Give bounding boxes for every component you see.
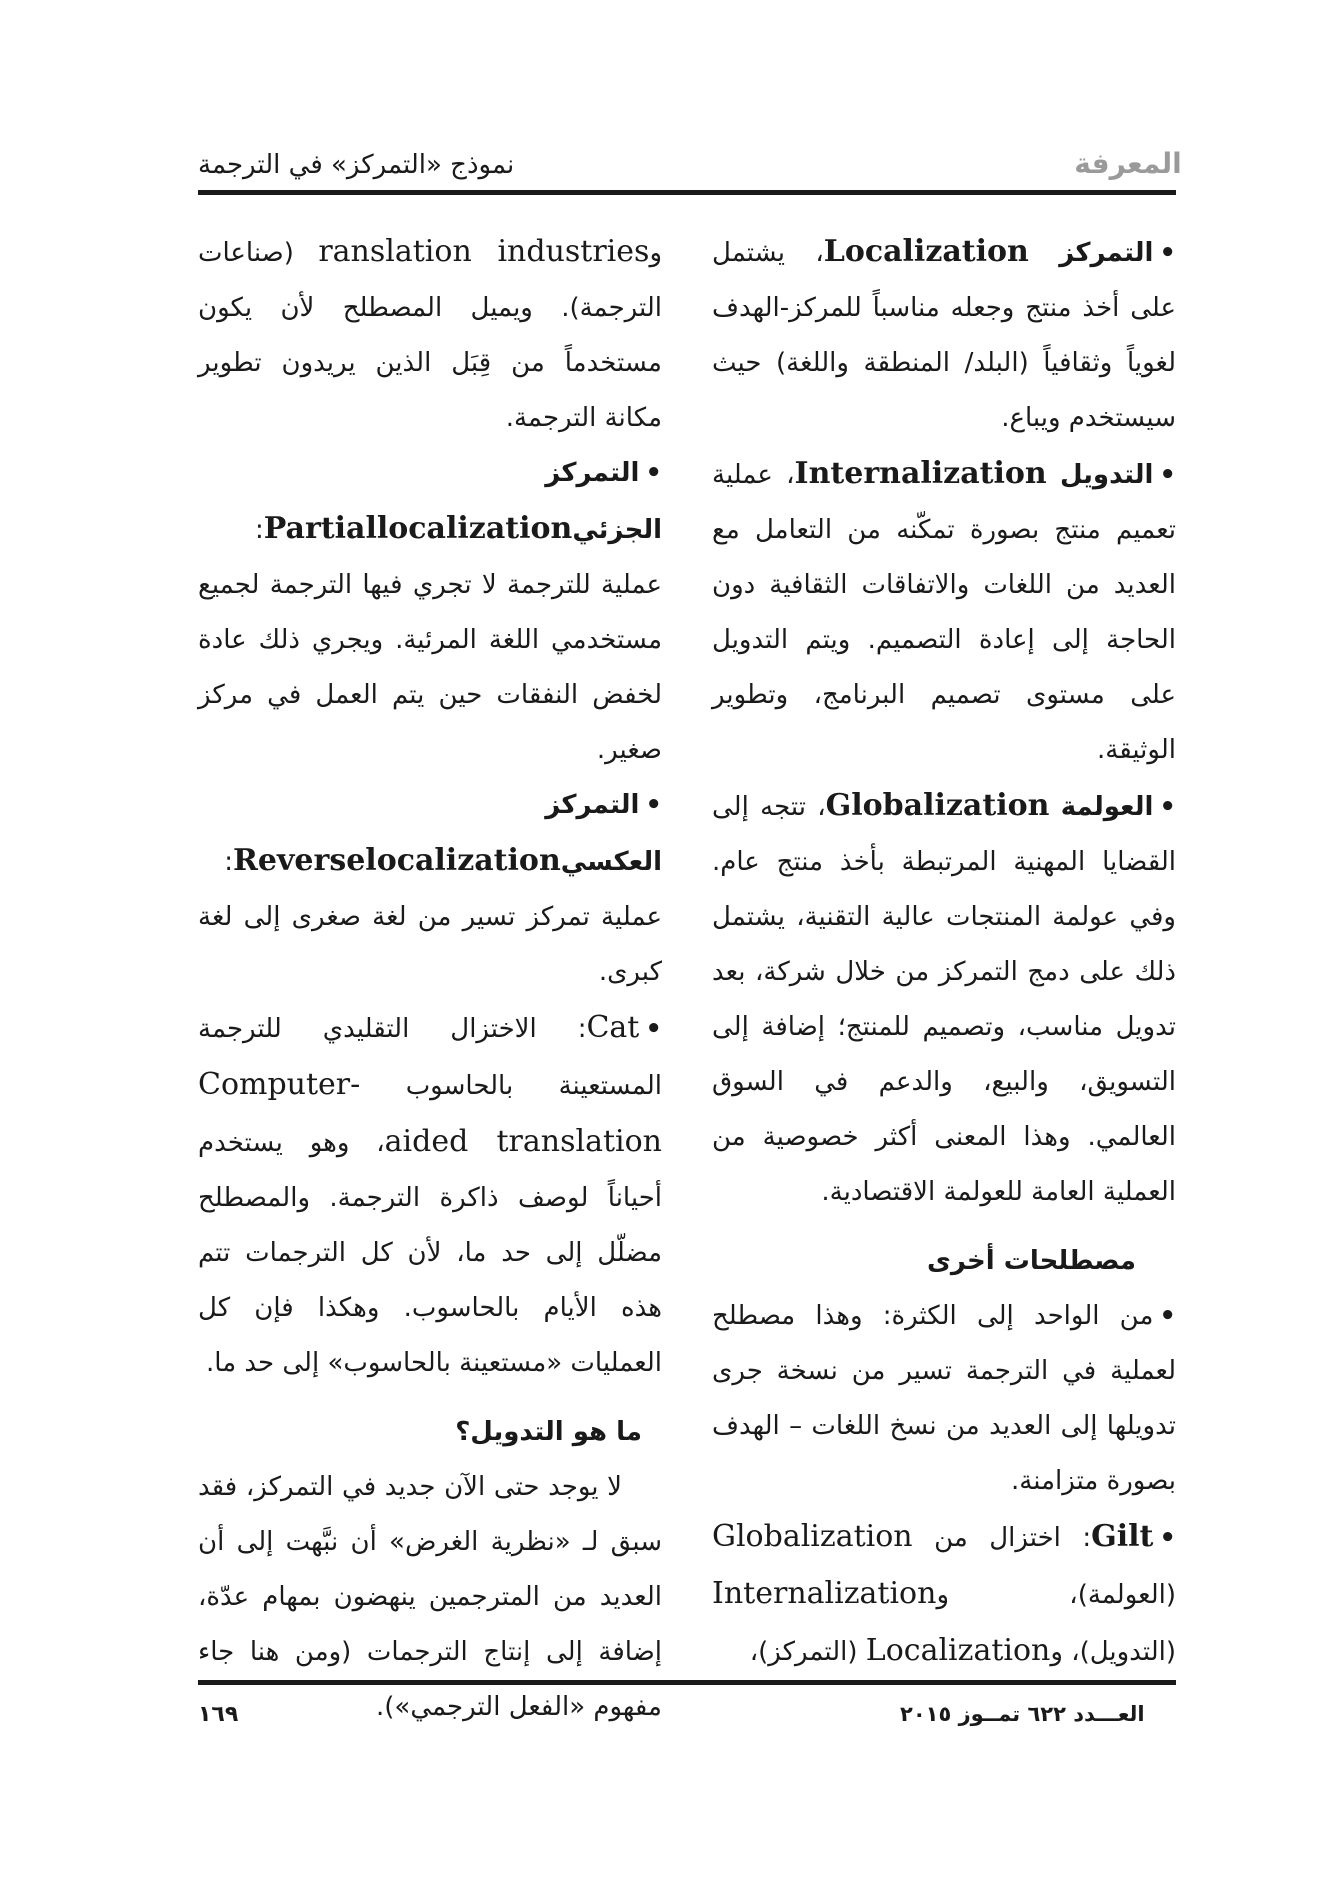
gilt-paragraph: [712, 1509, 1176, 1680]
definition-text: من الواحد إلى الكثرة: وهذا مصطلح لعملية في الترجمة تسير من نسخة جرى تدويلها إلى العديد من نسخ اللغات – الهدف بصورة متزامنة.: [712, 1301, 1176, 1496]
page-number: ١٦٩: [198, 1702, 239, 1727]
bullet-icon: •: [1159, 792, 1176, 822]
cat-paragraph: [198, 1000, 662, 1391]
bullet-icon: •: [1159, 238, 1177, 268]
term-english: Localization: [865, 1633, 1051, 1668]
left-column: [198, 224, 662, 1735]
bullet-icon: •: [1159, 1301, 1176, 1331]
term-arabic: التمركز: [1059, 238, 1154, 268]
term-english: Internalization: [712, 1576, 937, 1611]
definition-text: : عملية تمركز تسير من لغة صغرى إلى لغة كبرى.: [198, 847, 662, 987]
translation-industries-paragraph: [198, 224, 662, 446]
bullet-icon: •: [1159, 460, 1177, 490]
term-english: Partiallocalization: [263, 511, 573, 546]
definition-text: (العولمة)، و: [936, 1580, 1176, 1610]
one-to-many-paragraph: [712, 1289, 1176, 1509]
term-english: Gilt: [1091, 1519, 1154, 1554]
what-is-internalization-heading: ما هو التدويل؟: [455, 1417, 642, 1447]
right-column: [712, 224, 1176, 1680]
term-arabic: العولمة: [1060, 792, 1154, 822]
footer-rule: [198, 1680, 1176, 1685]
definition-text: : اختزال من: [934, 1523, 1092, 1553]
term-english: Reverselocalization: [232, 843, 561, 878]
term-english: Internalization: [794, 456, 1047, 491]
term-english: ranslation industries: [318, 234, 650, 269]
other-terms-heading: مصطلحات أخرى: [927, 1246, 1136, 1276]
term-arabic: التدويل: [1059, 460, 1154, 490]
term-english: Localization: [823, 234, 1029, 269]
globalization-paragraph: [712, 778, 1176, 1220]
bullet-icon: •: [645, 790, 662, 820]
term-arabic: التمركز العكسي: [545, 790, 662, 877]
prefix-text: و: [649, 238, 662, 268]
header-rule: [198, 190, 1176, 195]
running-title: نموذج «التمركز» في الترجمة: [198, 150, 515, 180]
definition-text: ، تتجه إلى القضايا المهنية المرتبطة بأخذ منتج عام. وفي عولمة المنتجات عالية التقنية، يشتمل ذلك على دمج التمركز من خلال شركة، بعد تدويل مناسب، وتصميم للمنتج؛ إضافة إلى التسويق، والبيع، والدعم في السوق العالمي. وهذا المعنى أكثر خصوصية من العملية العامة للعولمة الاقتصادية.: [712, 792, 1176, 1207]
reverse-localization-paragraph: [198, 778, 662, 1000]
term-english: Globalization: [712, 1519, 913, 1554]
localization-paragraph: [712, 224, 1176, 446]
bullet-icon: •: [645, 458, 662, 488]
partial-localization-paragraph: [198, 446, 662, 778]
magazine-logo: المعرفة: [1074, 146, 1182, 180]
definition-text: : الاختزال التقليدي للترجمة المستعينة بالحاسوب: [198, 1014, 662, 1101]
issue-info: العـــدد ٦٢٢ تمــوز ٢٠١٥: [900, 1702, 1145, 1726]
definition-text: (التمركز)،: [749, 1637, 858, 1667]
term-arabic: التمركز الجزئي: [545, 458, 662, 545]
bullet-icon: •: [645, 1014, 662, 1044]
definition-text: (صناعات الترجمة). ويميل المصطلح لأن يكون مستخدماً من قِبَل الذين يريدون تطوير مكانة الترجمة.: [198, 238, 662, 433]
bullet-icon: •: [1159, 1523, 1177, 1553]
internalization-paragraph: [712, 446, 1176, 778]
definition-text: (التدويل)، و: [1050, 1637, 1176, 1667]
definition-text: : عملية للترجمة لا تجري فيها الترجمة لجميع مستخدمي اللغة المرئية. ويجري ذلك عادة لخفض النفقات حين يتم العمل في مركز صغير.: [198, 515, 662, 765]
term-english: Computer-aided translation: [198, 1067, 662, 1159]
definition-text: ، يشتمل على أخذ منتج وجعله مناسباً للمركز-الهدف لغوياً وثقافياً (البلد/ المنطقة واللغة) حيث سيستخدم ويباع.: [712, 238, 1176, 433]
term-english: Globalization: [825, 788, 1050, 823]
definition-text: ، وهو يستخدم أحياناً لوصف ذاكرة الترجمة. والمصطلح مضلّل إلى حد ما، لأن كل الترجمات تتم هذه الأيام بالحاسوب. وهكذا فإن كل العمليات «مستعينة بالحاسوب» إلى حد ما.: [198, 1128, 662, 1378]
term-english: Cat: [586, 1010, 640, 1045]
definition-text: ، عملية تعميم منتج بصورة تمكّنه من التعامل مع العديد من اللغات والاتفاقات الثقافية دون الحاجة إلى إعادة التصميم. ويتم التدويل على مستوى تصميم البرنامج، وتطوير الوثيقة.: [712, 460, 1176, 765]
what-is-paragraph: لا يوجد حتى الآن جديد في التمركز، فقد سبق لـ «نظرية الغرض» أن نبَّهت إلى أن العديد من المترجمين ينهضون بمهام عدّة، إضافة إلى إنتاج الترجمات (ومن هنا جاء مفهوم «الفعل الترجمي»).: [198, 1472, 662, 1722]
